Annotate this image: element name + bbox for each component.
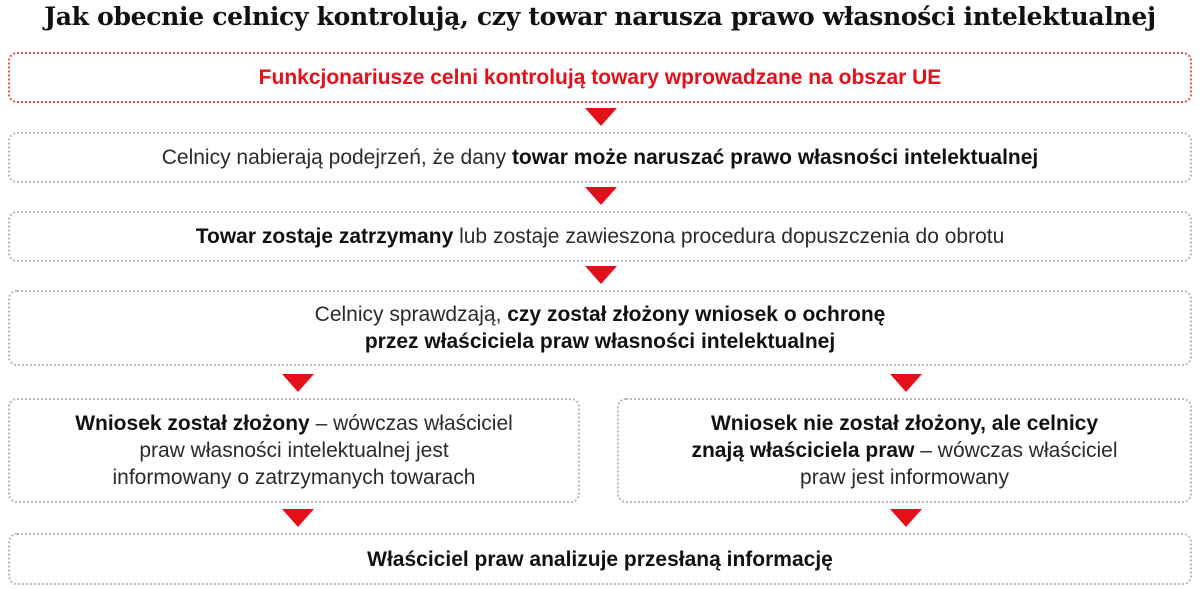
- arrow-4-left: [282, 374, 314, 392]
- branch-no-application: [617, 398, 1192, 503]
- branch-left-line-3: informowany o zatrzymanych towarach: [112, 466, 476, 489]
- step-suspicion: [8, 132, 1192, 183]
- step-check-bold-1: czy został złożony wniosek o ochronę: [507, 303, 886, 326]
- branch-right-bold-1: Wniosek nie został złożony, ale celnicy: [710, 412, 1099, 435]
- arrow-3: [585, 266, 617, 284]
- arrow-4-right: [890, 374, 922, 392]
- branch-left-line-2: praw własności intelektualnej jest: [139, 439, 449, 462]
- step-suspicion-text: Celnicy nabierają podejrzeń, że dany: [161, 146, 512, 169]
- branch-right-line-3: praw jest informowany: [800, 466, 1009, 489]
- step-check-bold-2: przez właściciela praw własności intelektualnej: [364, 330, 836, 353]
- step-owner-analyzes-text: Właściciel praw analizuje przesłaną informację: [367, 547, 833, 571]
- arrow-1: [585, 108, 617, 126]
- diagram-title: Jak obecnie celnicy kontrolują, czy towar narusza prawo własności intelektualnej: [44, 2, 1156, 31]
- branch-left-bold: Wniosek został złożony: [75, 412, 310, 435]
- step-check-application: [8, 290, 1192, 366]
- step-suspicion-bold: towar może naruszać prawo własności intelektualnej: [511, 146, 1039, 169]
- arrow-5-left: [282, 509, 314, 527]
- step-detention-bold: Towar zostaje zatrzymany: [195, 225, 454, 248]
- step-check-text: Celnicy sprawdzają,: [314, 303, 508, 326]
- branch-left-line-1: – wówczas właściciel: [309, 412, 513, 435]
- step-detention-text: lub zostaje zawieszona procedura dopuszczenia do obrotu: [453, 225, 1005, 248]
- step-customs-control-text: Funkcjonariusze celni kontrolują towary wprowadzane na obszar UE: [258, 66, 942, 89]
- arrow-2: [585, 187, 617, 205]
- step-owner-analyzes: [8, 533, 1192, 585]
- branch-right-bold-2: znają właściciela praw: [691, 439, 915, 462]
- branch-application-filed: [8, 398, 580, 503]
- step-customs-control: [8, 52, 1192, 103]
- arrow-5-right: [890, 509, 922, 527]
- step-detention: [8, 211, 1192, 262]
- branch-right-line-2: – wówczas właściciel: [914, 439, 1118, 462]
